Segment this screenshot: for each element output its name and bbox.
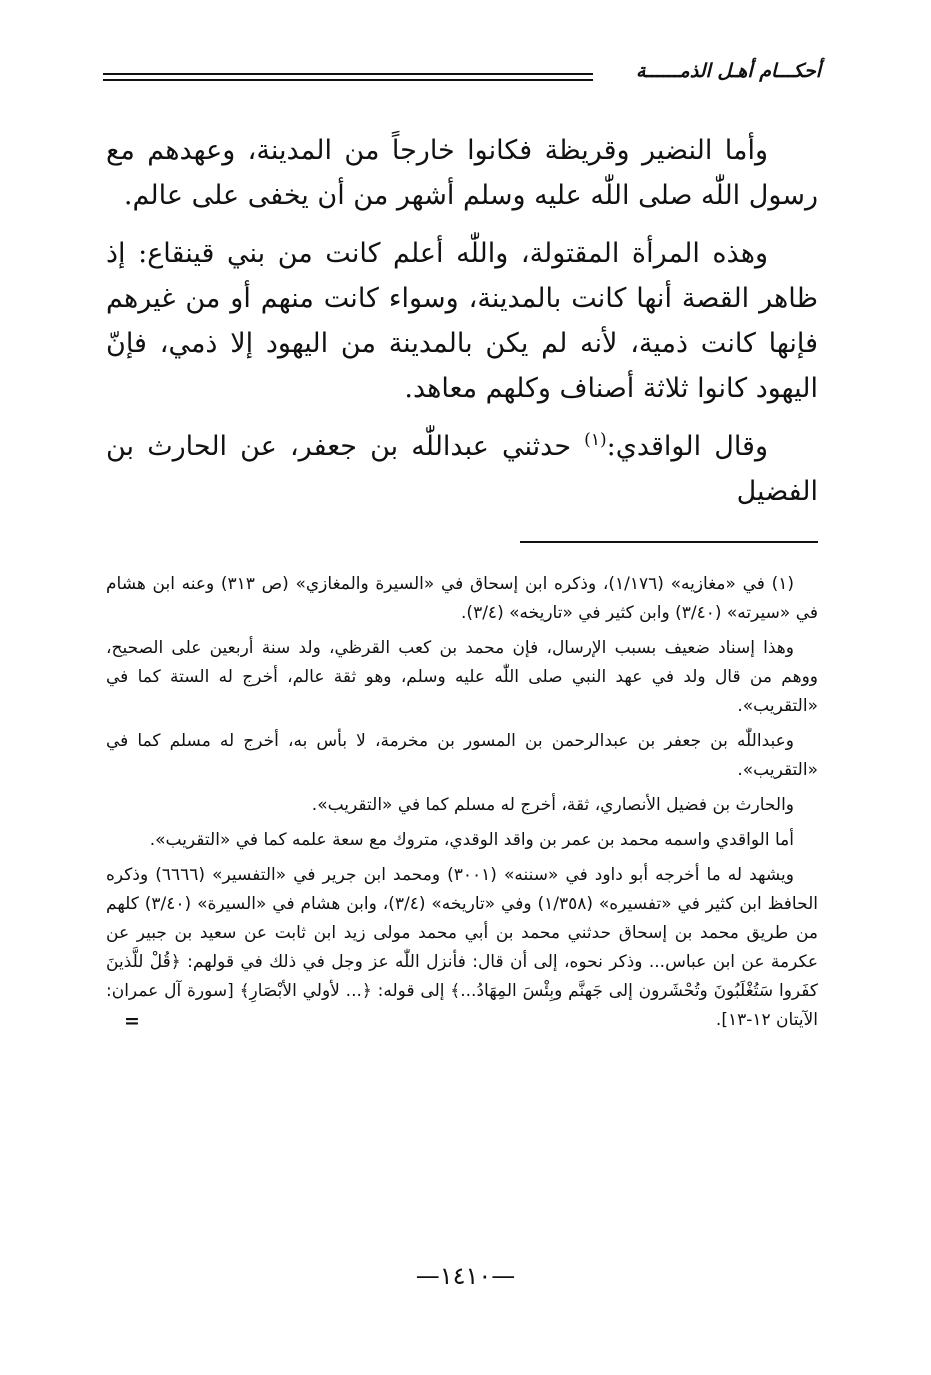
footnote-paragraph: (١) في «مغازيه» (١/١٧٦)، وذكره ابن إسحاق في «السيرة والمغازي» (ص ٣١٣) وعنه ابن هشام في «سيرته» (٣/٤٠) وابن كثير في «تاريخه» (٣/٤).: [106, 574, 818, 623]
footnote-paragraph: وعبداللّٰه بن جعفر بن عبدالرحمن بن المسور بن مخرمة، لا بأس به، أخرج له مسلم كما في «التقريب».: [106, 731, 818, 780]
footnote-paragraph: والحارث بن فضيل الأنصاري، ثقة، أخرج له مسلم كما في «التقريب».: [311, 795, 794, 815]
header-rule-line: [103, 73, 593, 75]
page-number: —١٤١٠—: [415, 1262, 516, 1290]
main-paragraph: وهذه المرأة المقتولة، واللّٰه أعلم كانت من بني قينقاع: إذ ظاهر القصة أنها كانت بالمدينة، وسواء كانت منهم أو من غيرهم فإنها كانت ذمية، لأنه لم يكن بالمدينة من اليهود إلا ذمي، فإنّ اليهود كانوا ثلاثة أصناف وكلهم معاهد.: [106, 238, 818, 404]
footnotes: [106, 570, 818, 1041]
main-paragraph: [106, 424, 818, 514]
header-double-rule: [103, 73, 593, 87]
footnote-text: ويشهد له ما أخرجه أبو داود في «سننه» (٣٠٠١) ومحمد ابن جرير في «التفسير» (٦٦٦٦) وذكره الحافظ ابن كثير في «تفسيره» (١/٣٥٨) وفي «تاريخه» (٣/٤)، وابن هشام في «السيرة» (٣/٤٠) كلهم من طريق محمد بن إسحاق حدثني محمد بن أبي محمد مولى زيد ابن ثابت عن سعيد بن جبير عن عكرمة عن ابن عباس... وذكر نحوه، إلى أن قال: فأنزل اللّٰه عز وجل في ذلك في قولهم: ﴿قُلْ للَّذينَ كفَروا سَتُغْلَبُونَ وتُحْشَرون إلى جَهنَّم وبِئْسَ المِهَادُ...﴾ إلى قوله: ﴿... لأولي الأبْصَارِ﴾ [سورة آل عمران: الآيتان ١٢-١٣].: [106, 865, 818, 1030]
paragraph-text: وقال الواقدي:: [606, 431, 769, 462]
running-header-title: أحكـــام أهـل الذمــــــة: [635, 60, 821, 82]
footnote-paragraph: وهذا إسناد ضعيف بسبب الإرسال، فإن محمد بن كعب القرظي، ولد سنة أربعين على الصحيح، ووهم من قال ولد في عهد النبي صلى اللّٰه عليه وسلم، وهو ثقة عالم، أخرج له الستة كما في «التقريب».: [106, 638, 818, 716]
footnote-marker: (١): [584, 430, 607, 450]
footnote-separator: [520, 541, 818, 543]
footnote-paragraph: [106, 861, 818, 1035]
paragraph-text: حدثني عبداللّٰه بن جعفر، عن الحارث بن الفضيل: [106, 431, 818, 507]
continuation-mark: =: [124, 1010, 140, 1032]
main-paragraph: وأما النضير وقريظة فكانوا خارجاً من المدينة، وعهدهم مع رسول اللّٰه صلى اللّٰه عليه وسلم أشهر من أن يخفى على عالم.: [106, 135, 818, 211]
main-text: [106, 128, 818, 527]
footnote-paragraph: أما الواقدي واسمه محمد بن عمر بن واقد الوقدي، متروك مع سعة علمه كما في «التقريب».: [149, 830, 794, 850]
header-rule-line: [103, 79, 593, 81]
